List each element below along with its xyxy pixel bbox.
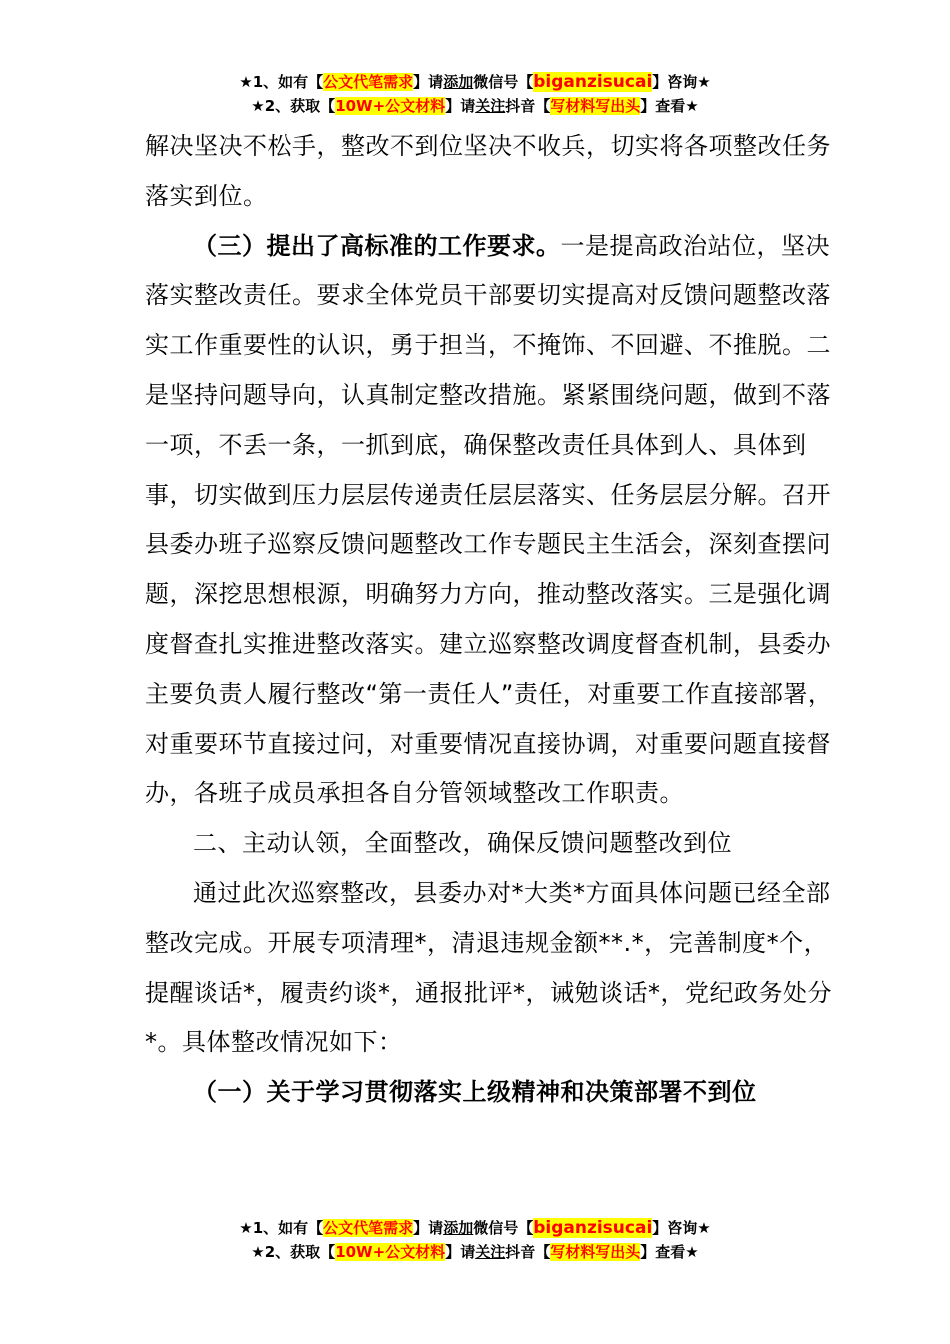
- banner-douyin-id: 写材料写出头: [550, 97, 641, 115]
- banner-underline: 添加: [443, 1219, 474, 1237]
- banner-text: 】查看★: [640, 1243, 699, 1261]
- banner-text: 】请: [413, 73, 444, 91]
- banner-text: ★2、获取【: [251, 1243, 336, 1261]
- banner-text: 】请: [445, 97, 476, 115]
- banner-wechat-id: biganzisucai: [533, 1218, 653, 1238]
- section-heading-3: （三）提出了高标准的工作要求。: [193, 231, 561, 260]
- section-title-2: 二、主动认领，全面整改，确保反馈问题整改到位: [193, 829, 732, 858]
- banner-highlight: 10W+公文材料: [335, 1243, 446, 1261]
- paragraph-continuation: 解决坚决不松手，整改不到位坚决不收兵，切实将各项整改任务落实到位。: [145, 132, 831, 210]
- banner-text: 】咨询★: [652, 73, 711, 91]
- banner-underline: 关注: [475, 1243, 506, 1261]
- promo-banner-bottom: [0, 1216, 950, 1264]
- banner-highlight: 10W+公文材料: [335, 97, 446, 115]
- banner-text: ★1、如有【: [239, 73, 324, 91]
- banner-line-1: [0, 70, 950, 94]
- banner-text: 】查看★: [640, 97, 699, 115]
- banner-line-1: [0, 1216, 950, 1240]
- document-body: [145, 122, 840, 1118]
- banner-line-2: [0, 94, 950, 118]
- banner-text: 微信号【: [473, 1219, 534, 1237]
- banner-text: 微信号【: [473, 73, 534, 91]
- paragraph-requirements: [145, 222, 840, 820]
- banner-wechat-id: biganzisucai: [533, 72, 653, 92]
- subsection-heading-1: （一）关于学习贯彻落实上级精神和决策部署不到位: [193, 1078, 757, 1107]
- banner-text: ★2、获取【: [251, 97, 336, 115]
- promo-banner-top: [0, 70, 950, 118]
- banner-text: 】咨询★: [652, 1219, 711, 1237]
- banner-text: ★1、如有【: [239, 1219, 324, 1237]
- banner-douyin-id: 写材料写出头: [550, 1243, 641, 1261]
- banner-text: 抖音【: [505, 1243, 551, 1261]
- banner-text: 】请: [413, 1219, 444, 1237]
- banner-highlight: 公文代笔需求: [323, 73, 414, 91]
- banner-highlight: 公文代笔需求: [323, 1219, 414, 1237]
- banner-underline: 关注: [475, 97, 506, 115]
- paragraph-rectification-summary: 通过此次巡察整改，县委办对*大类*方面具体问题已经全部整改完成。开展专项清理*，清退违规金额**.*，完善制度*个，提醒谈话*，履责约谈*，通报批评*，诫勉谈话*，党纪政务处分*。具体整改情况如下：: [145, 878, 832, 1057]
- banner-line-2: [0, 1240, 950, 1264]
- banner-text: 】请: [445, 1243, 476, 1261]
- paragraph-text: 一是提高政治站位，坚决落实整改责任。要求全体党员干部要切实提高对反馈问题整改落实工作重要性的认识，勇于担当，不掩饰、不回避、不推脱。二是坚持问题导向，认真制定整改措施。紧紧围绕问题，做到不落一项，不丢一条，一抓到底，确保整改责任具体到人、具体到事，切实做到压力层层传递责任层层落实、任务层层分解。召开县委办班子巡察反馈问题整改工作专题民主生活会，深刻查摆问题，深挖思想根源，明确努力方向，推动整改落实。三是强化调度督查扎实推进整改落实。建立巡察整改调度督查机制，县委办主要负责人履行整改“第一责任人”责任，对重要工作直接部署，对重要环节直接过问，对重要情况直接协调，对重要问题直接督办，各班子成员承担各自分管领域整改工作职责。: [145, 231, 833, 808]
- banner-underline: 添加: [443, 73, 474, 91]
- banner-text: 抖音【: [505, 97, 551, 115]
